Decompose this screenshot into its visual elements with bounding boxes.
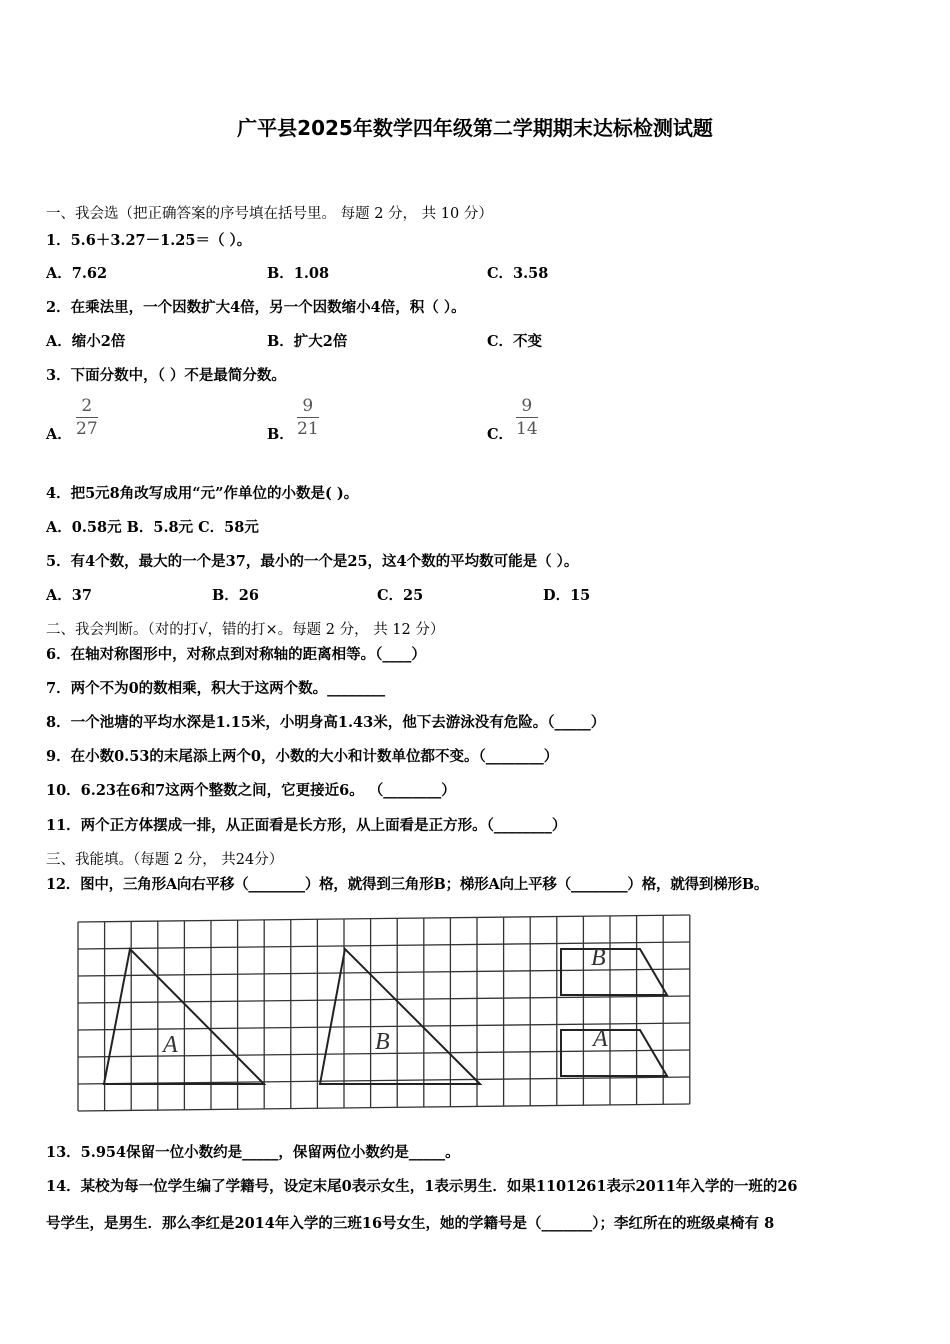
q1-option-a: A．7.62: [46, 265, 108, 282]
q2-option-a: A．缩小2倍: [46, 333, 126, 350]
q4-options: A．0.58元 B．5.8元 C．58元: [46, 519, 259, 536]
fraction-numerator: 2: [81, 396, 93, 416]
q1-option-b: B．1.08: [267, 265, 330, 282]
question-14-line-2: 号学生，是男生．那么李红是2014年入学的三班16号女生，她的学籍号是（_______）；李红所在的班级桌椅有 8: [46, 1215, 775, 1232]
q5-option-c: C．25: [377, 587, 424, 604]
fraction-denominator: 27: [76, 419, 98, 439]
question-14-line-1: 14．某校为每一位学生编了学籍号，设定末尾0表示女生，1表示男生．如果1101261表示2011年入学的一班的26: [46, 1178, 798, 1195]
grid-horizontal-line: [78, 1104, 690, 1111]
q5-option-a: A．37: [46, 587, 92, 604]
question-3: 3．下面分数中，（ ）不是最简分数。: [46, 367, 286, 384]
fraction-denominator: 21: [297, 419, 319, 439]
fraction-bar: [76, 417, 98, 418]
q3-option-c-label: C．: [487, 426, 514, 443]
question-13: 13．5.954保留一位小数约是_____，保留两位小数约是_____。: [46, 1144, 460, 1161]
section-1-heading: 一、我会选（把正确答案的序号填在括号里。 每题 2 分， 共 10 分）: [46, 206, 493, 222]
q5-option-d: D．15: [543, 587, 591, 604]
question-11: 11．两个正方体摆成一排，从正面看是长方形，从上面看是正方形。（________）: [46, 817, 567, 834]
question-1: 1．5.6＋3.27－1.25＝（ ）。: [46, 232, 252, 249]
fraction-denominator: 14: [516, 419, 538, 439]
q3-fraction-a: [76, 396, 98, 439]
q3-option-a-label: A．: [46, 426, 72, 443]
fraction-bar: [297, 417, 319, 418]
question-9: 9．在小数0.53的末尾添上两个0，小数的大小和计数单位都不变。（________）: [46, 748, 559, 765]
q3-fraction-b: [297, 396, 319, 439]
fraction-numerator: 9: [302, 396, 314, 416]
trapezoid-b: [561, 949, 667, 995]
question-10: 10．6.23在6和7这两个整数之间，它更接近6。 （________）: [46, 782, 456, 799]
section-3-heading: 三、我能填。（每题 2 分， 共24分）: [46, 852, 284, 868]
grid-horizontal-line: [78, 915, 690, 922]
fraction-numerator: 9: [521, 396, 533, 416]
q3-fraction-c: [516, 396, 538, 439]
fraction-bar: [516, 417, 538, 418]
q3-option-b-label: B．: [267, 426, 294, 443]
grid-horizontal-line: [78, 996, 690, 1003]
grid-horizontal-line: [78, 1077, 690, 1084]
question-2: 2．在乘法里，一个因数扩大4倍，另一个因数缩小4倍，积（ ）。: [46, 299, 466, 316]
question-8: 8．一个池塘的平均水深是1.15米，小明身高1.43米，他下去游泳没有危险。（_____）: [46, 714, 606, 731]
question-5: 5．有4个数，最大的一个是37，最小的一个是25，这4个数的平均数可能是（ ）。: [46, 553, 579, 570]
label-trapezoid-b: B: [591, 945, 606, 971]
question-6: 6．在轴对称图形中，对称点到对称轴的距离相等。（____）: [46, 646, 426, 663]
translation-grid-figure: [75, 910, 697, 1116]
q2-option-b: B．扩大2倍: [267, 333, 348, 350]
label-triangle-b: B: [375, 1029, 390, 1055]
q5-option-b: B．26: [212, 587, 259, 604]
section-2-heading: 二、我会判断。（对的打√，错的打×。每题 2 分， 共 12 分）: [46, 622, 445, 638]
question-4: 4．把5元8角改写成用“元”作单位的小数是( )。: [46, 485, 359, 502]
q2-option-c: C．不变: [487, 333, 543, 350]
page-title: 广平县2025年数学四年级第二学期期末达标检测试题: [237, 116, 713, 140]
question-7: 7．两个不为0的数相乘，积大于这两个数。________: [46, 680, 386, 697]
label-triangle-a: A: [163, 1032, 178, 1058]
label-trapezoid-a: A: [593, 1026, 608, 1052]
question-12: 12．图中，三角形A向右平移（________）格，就得到三角形B；梯形A向上平移（________）格，就得到梯形B。: [46, 876, 769, 893]
trapezoid-a: [561, 1030, 667, 1076]
q1-option-c: C．3.58: [487, 265, 549, 282]
